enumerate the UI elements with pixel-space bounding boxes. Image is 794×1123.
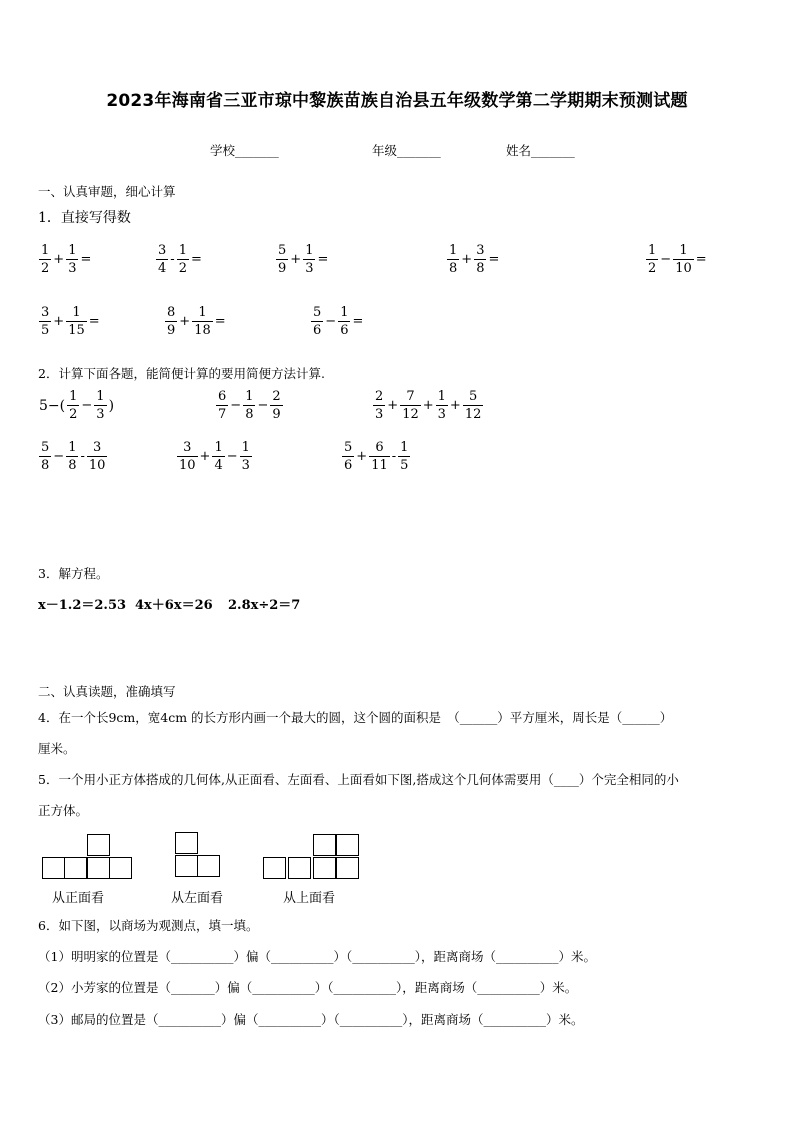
q1-expr-7: $\frac{8}{9}$ + $\frac{1}{18}$ = <box>167 305 226 338</box>
q1-expr-4: $\frac{1}{8}$ + $\frac{3}{8}$ = <box>449 243 500 276</box>
name-label: 姓名 <box>506 143 532 158</box>
section-2-heading: 二、认真读题，准确填写 <box>38 684 176 699</box>
q5-text-line2: 正方体。 <box>38 803 89 818</box>
left-view-label: 从左面看 <box>171 891 224 906</box>
q2-label: 2．计算下面各题，能简便计算的要用简便方法计算. <box>38 366 325 381</box>
q2-expr-6: $\frac{5}{6}$ + $\frac{6}{11}$ - $\frac{1}{5}$ <box>344 440 409 473</box>
school-label: 学校 <box>210 143 236 158</box>
q1-expr-2: $\frac{3}{4}$ - $\frac{1}{2}$ = <box>158 243 202 276</box>
grade-field[interactable] <box>372 141 441 159</box>
name-field[interactable] <box>506 141 575 159</box>
front-view-label: 从正面看 <box>52 891 105 906</box>
q6-line-3: （3）邮局的位置是（__________）偏（__________）（__________），距离商场（__________）米。 <box>38 1012 584 1027</box>
name-blank: _______ <box>531 143 575 158</box>
top-view-label: 从上面看 <box>283 891 336 906</box>
q2-expr-3: $\frac{2}{3}$ + $\frac{7}{12}$ + $\frac{1}{3}$ + $\frac{5}{12}$ <box>375 389 482 422</box>
page-title: 2023年海南省三亚市琼中黎族苗族自治县五年级数学第二学期期末预测试题 <box>106 91 688 111</box>
q1-expr-3: $\frac{5}{9}$ + $\frac{1}{3}$ = <box>278 243 329 276</box>
q6-label: 6．如下图，以商场为观测点，填一填。 <box>38 918 259 933</box>
q3-label: 3．解方程。 <box>38 566 109 581</box>
q2-expr-1: 5−( $\frac{1}{2}$ − $\frac{1}{3}$ ) <box>39 389 115 422</box>
school-blank: _______ <box>235 143 279 158</box>
q3-equation-2: 4x＋6x＝26 <box>135 598 213 613</box>
school-field[interactable] <box>210 141 279 159</box>
left-view-diagram <box>175 832 225 878</box>
q1-expr-6: $\frac{3}{5}$ + $\frac{1}{15}$ = <box>41 305 100 338</box>
q6-line-2: （2）小芳家的位置是（_______）偏（__________）（__________），距离商场（__________）米。 <box>38 980 578 995</box>
q1-label: 1．直接写得数 <box>38 210 131 226</box>
q5-text-line1: 5．一个用小正方体搭成的几何体,从正面看、左面看、上面看如下图,搭成这个几何体需要用（____）个完全相同的小 <box>38 772 679 787</box>
q4-text-line1: 4．在一个长9cm，宽4cm 的长方形内画一个最大的圆，这个圆的面积是 （______）平方厘米，周长是（______） <box>38 710 673 725</box>
q2-expr-4: $\frac{5}{8}$ − $\frac{1}{8}$ - $\frac{3}{10}$ <box>41 440 106 473</box>
grade-blank: _______ <box>397 143 441 158</box>
q3-equation-3: 2.8x÷2＝7 <box>228 598 301 613</box>
q3-equation-1: x－1.2＝2.53 <box>38 598 127 613</box>
q1-expr-5: $\frac{1}{2}$ − $\frac{1}{10}$ = <box>648 243 707 276</box>
q2-expr-5: $\frac{3}{10}$ + $\frac{1}{4}$ − $\frac{1}{3}$ <box>179 440 250 473</box>
q6-line-1: （1）明明家的位置是（__________）偏（__________）（__________），距离商场（__________）米。 <box>38 949 596 964</box>
section-1-heading: 一、认真审题，细心计算 <box>38 184 176 199</box>
top-view-diagram <box>263 834 361 880</box>
q1-expr-8: $\frac{5}{6}$ − $\frac{1}{6}$ = <box>313 305 364 338</box>
q1-expr-1: $\frac{1}{2}$ + $\frac{1}{3}$ = <box>41 243 92 276</box>
grade-label: 年级 <box>372 143 398 158</box>
q4-text-line2: 厘米。 <box>38 741 76 756</box>
front-view-diagram <box>42 834 134 880</box>
q2-expr-2: $\frac{6}{7}$ − $\frac{1}{8}$ − $\frac{2}{9}$ <box>218 389 281 422</box>
